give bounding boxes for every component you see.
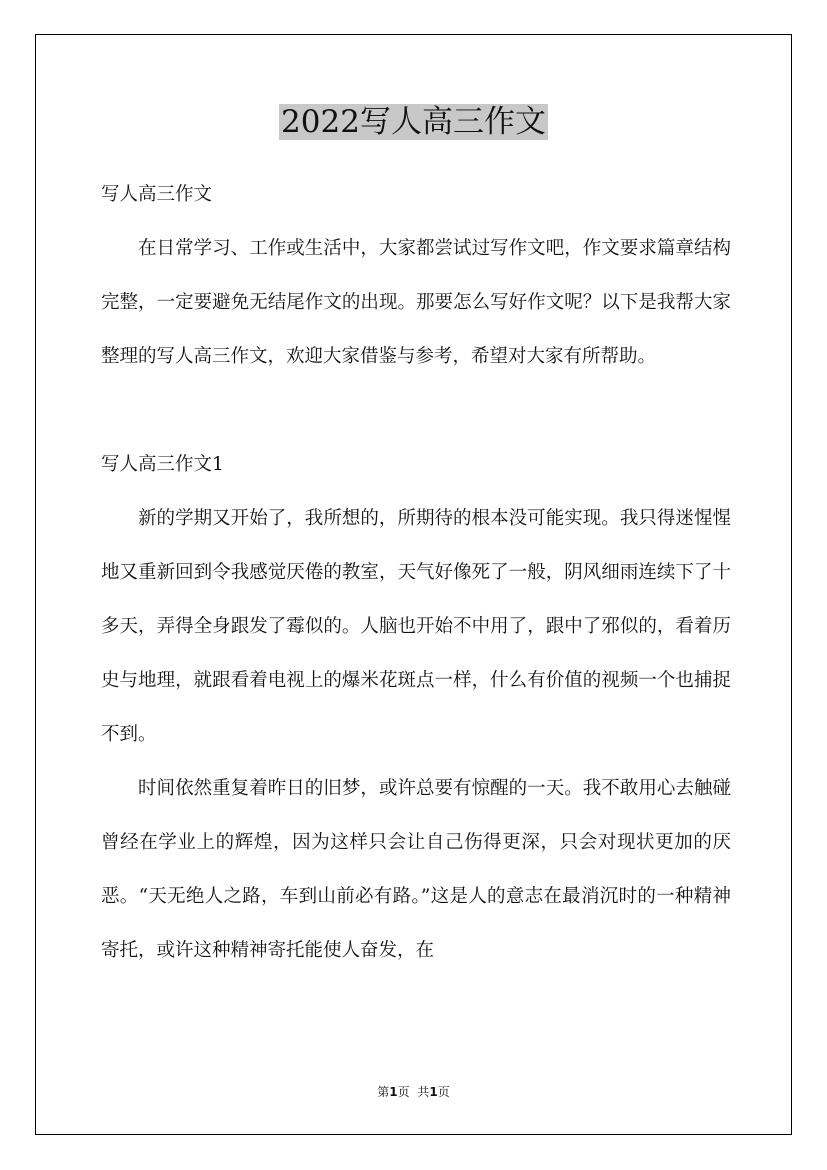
total-suffix: 页 <box>437 1085 450 1099</box>
paragraph-gap <box>101 384 731 438</box>
document-title <box>0 100 827 144</box>
page-footer <box>0 1083 827 1101</box>
page-prefix: 第 <box>377 1085 390 1099</box>
total-pages: 1 <box>429 1085 438 1099</box>
page-number: 1 <box>389 1085 398 1099</box>
body-paragraph-2: 时间依然重复着昨日的旧梦，或许总要有惊醒的一天。我不敢用心去触碰曾经在学业上的辉煌，因为这样只会让自己伤得更深，只会对现状更加的厌恶。“天无绝人之路，车到山前必有路。”这是人的意志在最消沉时的一种精神寄托，或许这种精神寄托能使人奋发，在 <box>101 778 731 961</box>
document-subtitle: 写人高三作文 <box>101 184 213 205</box>
body-paragraph-1: 新的学期又开始了，我所想的，所期待的根本没可能实现。我只得迷惺惺地又重新回到令我感觉厌倦的教室，天气好像死了一般，阴风细雨连续下了十多天，弄得全身跟发了霉似的。人脑也开始不中用了，跟中了邪似的，看着历史与地理，就跟看着电视上的爆米花斑点一样，什么有价值的视频一个也捕捉不到。 <box>101 508 731 745</box>
total-prefix: 共 <box>417 1085 430 1099</box>
section-heading: 写人高三作文1 <box>101 454 224 475</box>
document-body <box>101 168 731 978</box>
document-title-text: 2022写人高三作文 <box>281 104 546 140</box>
intro-paragraph: 在日常学习、工作或生活中，大家都尝试过写作文吧，作文要求篇章结构完整，一定要避免无结尾作文的出现。那要怎么写好作文呢？以下是我帮大家整理的写人高三作文，欢迎大家借鉴与参考，希望对大家有所帮助。 <box>101 238 731 367</box>
page-suffix: 页 <box>397 1085 410 1099</box>
